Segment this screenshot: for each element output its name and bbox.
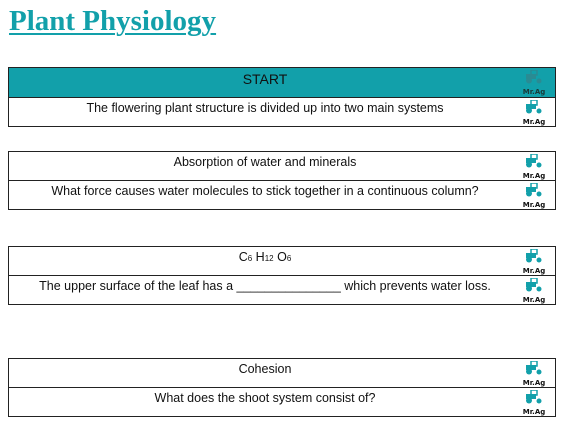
answer-text: Absorption of water and minerals (173, 155, 357, 169)
card-question-row (8, 98, 556, 127)
question-text: The upper surface of the leaf has a _______________ which prevents water loss. (39, 279, 491, 293)
domino-card (8, 246, 556, 305)
card-question-row (8, 181, 556, 210)
formula-subscript: 12 (264, 254, 274, 263)
brand-label: Mr.Ag (522, 172, 546, 180)
formula-element: C (238, 250, 248, 264)
formula-subscript: 6 (286, 254, 292, 263)
brand-label: Mr.Ag (522, 267, 546, 275)
tractor-logo-icon (519, 278, 549, 304)
tractor-logo-icon (519, 183, 549, 209)
brand-label: Mr.Ag (522, 379, 546, 387)
card-answer-row (8, 358, 556, 388)
brand-label: Mr.Ag (522, 88, 546, 96)
domino-card (8, 358, 556, 417)
card-answer-row (8, 151, 556, 181)
question-text: What force causes water molecules to stick together in a continuous column? (51, 184, 479, 198)
formula-subscript: 6 (247, 254, 253, 263)
card-question-row (8, 388, 556, 417)
question-text: The flowering plant structure is divided up into two main systems (86, 101, 444, 115)
card-answer-row (8, 246, 556, 276)
tractor-logo-icon (519, 100, 549, 126)
domino-card (8, 151, 556, 210)
tractor-logo-icon (519, 361, 549, 387)
answer-text: START (242, 71, 288, 87)
tractor-logo-icon (519, 70, 549, 96)
brand-label: Mr.Ag (522, 408, 546, 416)
domino-card (8, 67, 556, 127)
formula-element: O (273, 250, 287, 264)
question-text: What does the shoot system consist of? (154, 391, 376, 405)
brand-label: Mr.Ag (522, 296, 546, 304)
formula-element: H (252, 250, 265, 264)
brand-label: Mr.Ag (522, 118, 546, 126)
answer-formula (9, 250, 521, 266)
answer-text: Cohesion (238, 362, 292, 376)
card-question-row (8, 276, 556, 305)
brand-label: Mr.Ag (522, 201, 546, 209)
tractor-logo-icon (519, 249, 549, 275)
page-title: Plant Physiology (9, 5, 217, 37)
tractor-logo-icon (519, 390, 549, 416)
card-answer-row (8, 67, 556, 98)
tractor-logo-icon (519, 154, 549, 180)
